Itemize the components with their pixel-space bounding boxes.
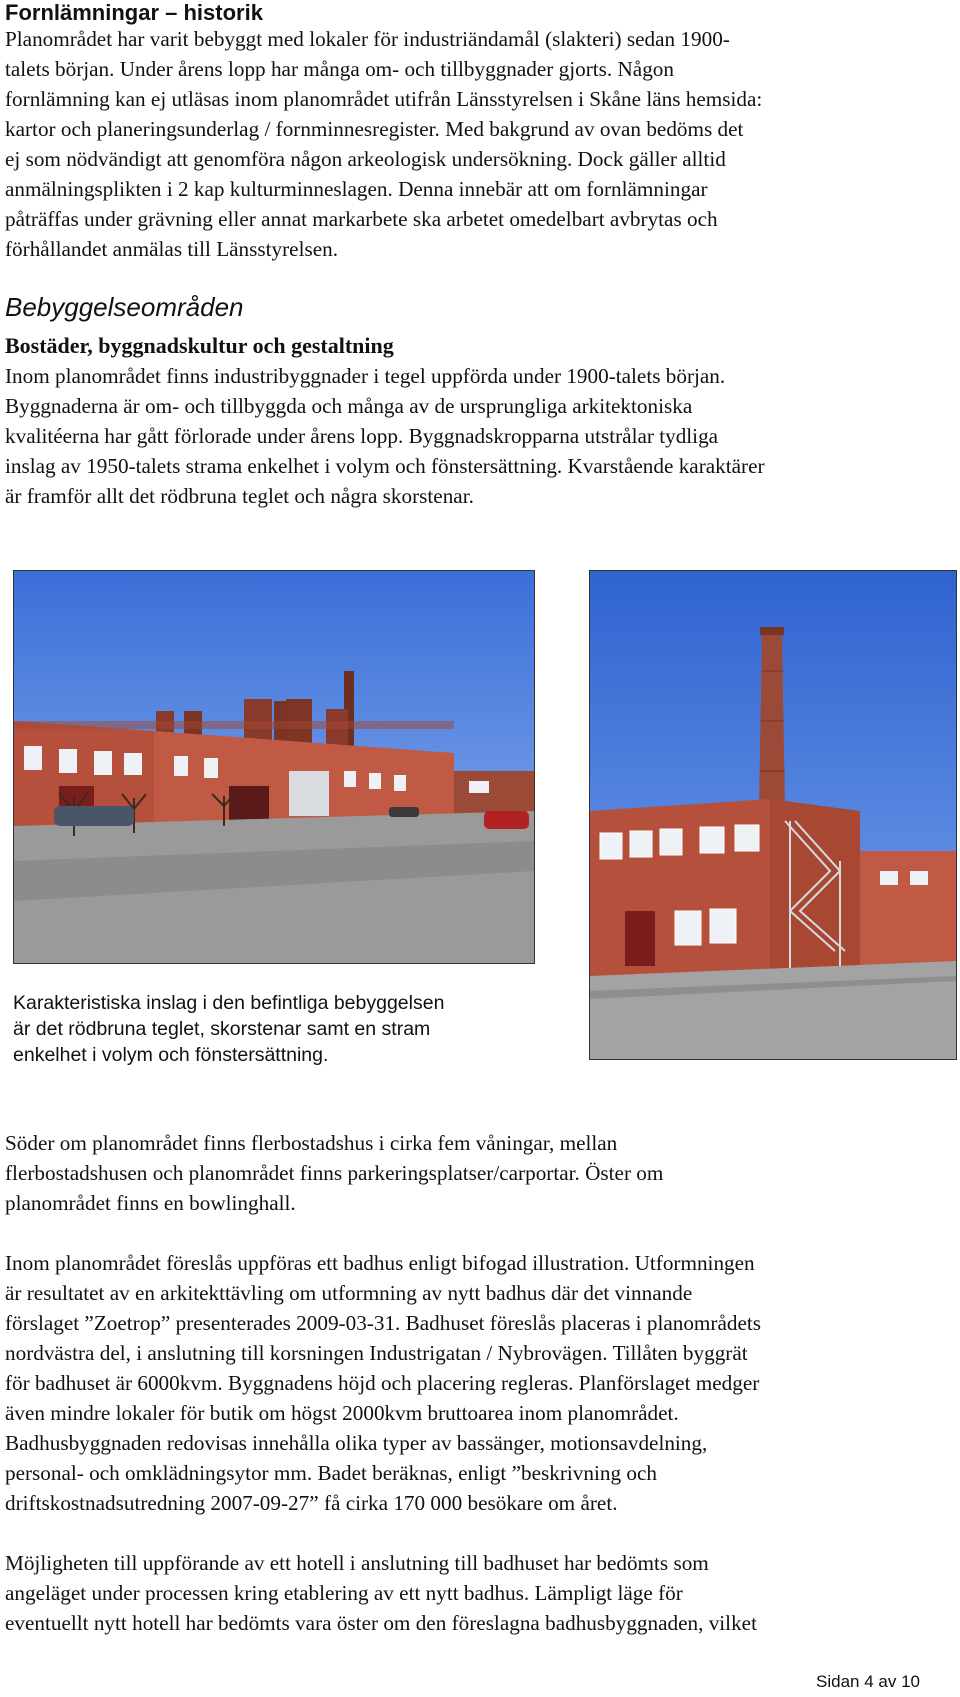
section-heading-fornlamningar: Fornlämningar – historik	[5, 0, 263, 25]
text-line: kvalitéerna har gått förlorade under årens lopp. Byggnadskropparna utstrålar tydliga	[5, 424, 719, 448]
photo-chimney-building	[589, 570, 957, 1060]
text-line: fornlämning kan ej utläsas inom planområdet utifrån Länsstyrelsen i Skåne läns hemsida:	[5, 87, 763, 111]
text-line: är resultatet av en arkitekttävling om utformning av nytt badhus där det vinnande	[5, 1281, 693, 1305]
caption-line: enkelhet i volym och fönstersättning.	[13, 1044, 329, 1066]
text-line: personal- och omklädningsytor mm. Badet beräknas, enligt ”beskrivning och	[5, 1461, 657, 1485]
text-line: även mindre lokaler för butik om högst 2000kvm bruttoarea inom planområdet.	[5, 1401, 679, 1425]
photo-caption	[13, 990, 533, 1068]
caption-line: Karakteristiska inslag i den befintliga bebyggelsen	[13, 992, 445, 1014]
text-line: inslag av 1950-talets strama enkelhet i volym och fönstersättning. Kvarstående karaktärer	[5, 454, 765, 478]
paragraph-fornlamningar	[5, 24, 940, 264]
text-line: Inom planområdet finns industribyggnader i tegel uppförda under 1900-talets början.	[5, 364, 726, 388]
paragraph-hotell	[5, 1548, 940, 1638]
section-heading-bebyggelse: Bebyggelseområden	[5, 292, 244, 322]
text-line: förslaget ”Zoetrop” presenterades 2009-03-31. Badhuset föreslås placeras i planområdets	[5, 1311, 761, 1335]
caption-line: är det rödbruna teglet, skorstenar samt en stram	[13, 1018, 431, 1040]
text-line: planområdet finns en bowlinghall.	[5, 1191, 296, 1215]
paragraph-soder	[5, 1128, 940, 1218]
text-line: kartor och planeringsunderlag / fornminnesregister. Med bakgrund av ovan bedöms det	[5, 117, 744, 141]
text-line: eventuellt nytt hotell har bedömts vara öster om den föreslagna badhusbyggnaden, vilket	[5, 1611, 757, 1635]
text-line: är framför allt det rödbruna teglet och några skorstenar.	[5, 484, 474, 508]
photo-industrial-buildings	[13, 570, 535, 964]
text-line: anmälningsplikten i 2 kap kulturminneslagen. Denna innebär att om fornlämningar	[5, 177, 708, 201]
text-line: Möjligheten till uppförande av ett hotell i anslutning till badhuset har bedömts som	[5, 1551, 709, 1575]
text-line: Söder om planområdet finns flerbostadshus i cirka fem våningar, mellan	[5, 1131, 618, 1155]
subheading-bostader: Bostäder, byggnadskultur och gestaltning	[5, 333, 394, 358]
text-line: Inom planområdet föreslås uppföras ett badhus enligt bifogad illustration. Utformningen	[5, 1251, 755, 1275]
text-line: Badhusbyggnaden redovisas innehålla olika typer av bassänger, motionsavdelning,	[5, 1431, 708, 1455]
text-line: Planområdet har varit bebyggt med lokaler för industriändamål (slakteri) sedan 1900-	[5, 27, 730, 51]
text-line: driftskostnadsutredning 2007-09-27” få cirka 170 000 besökare om året.	[5, 1491, 618, 1515]
page-number: Sidan 4 av 10	[816, 1672, 920, 1691]
text-line: Byggnaderna är om- och tillbyggda och många av de ursprungliga arkitektoniska	[5, 394, 693, 418]
text-line: angeläget under processen kring etablering av ett nytt badhus. Lämpligt läge för	[5, 1581, 683, 1605]
paragraph-bebyggelse	[5, 361, 940, 511]
text-line: flerbostadshusen och planområdet finns parkeringsplatser/carportar. Öster om	[5, 1161, 664, 1185]
text-line: ej som nödvändigt att genomföra någon arkeologisk undersökning. Dock gäller alltid	[5, 147, 726, 171]
text-line: nordvästra del, i anslutning till korsningen Industrigatan / Nybrovägen. Tillåten byggrät	[5, 1341, 748, 1365]
text-line: talets början. Under årens lopp har många om- och tillbyggnader gjorts. Någon	[5, 57, 674, 81]
text-line: påträffas under grävning eller annat markarbete ska arbetet omedelbart avbrytas och	[5, 207, 718, 231]
paragraph-badhus	[5, 1248, 940, 1518]
text-line: för badhuset är 6000kvm. Byggnadens höjd och placering regleras. Planförslaget medger	[5, 1371, 760, 1395]
text-line: förhållandet anmälas till Länsstyrelsen.	[5, 237, 339, 261]
